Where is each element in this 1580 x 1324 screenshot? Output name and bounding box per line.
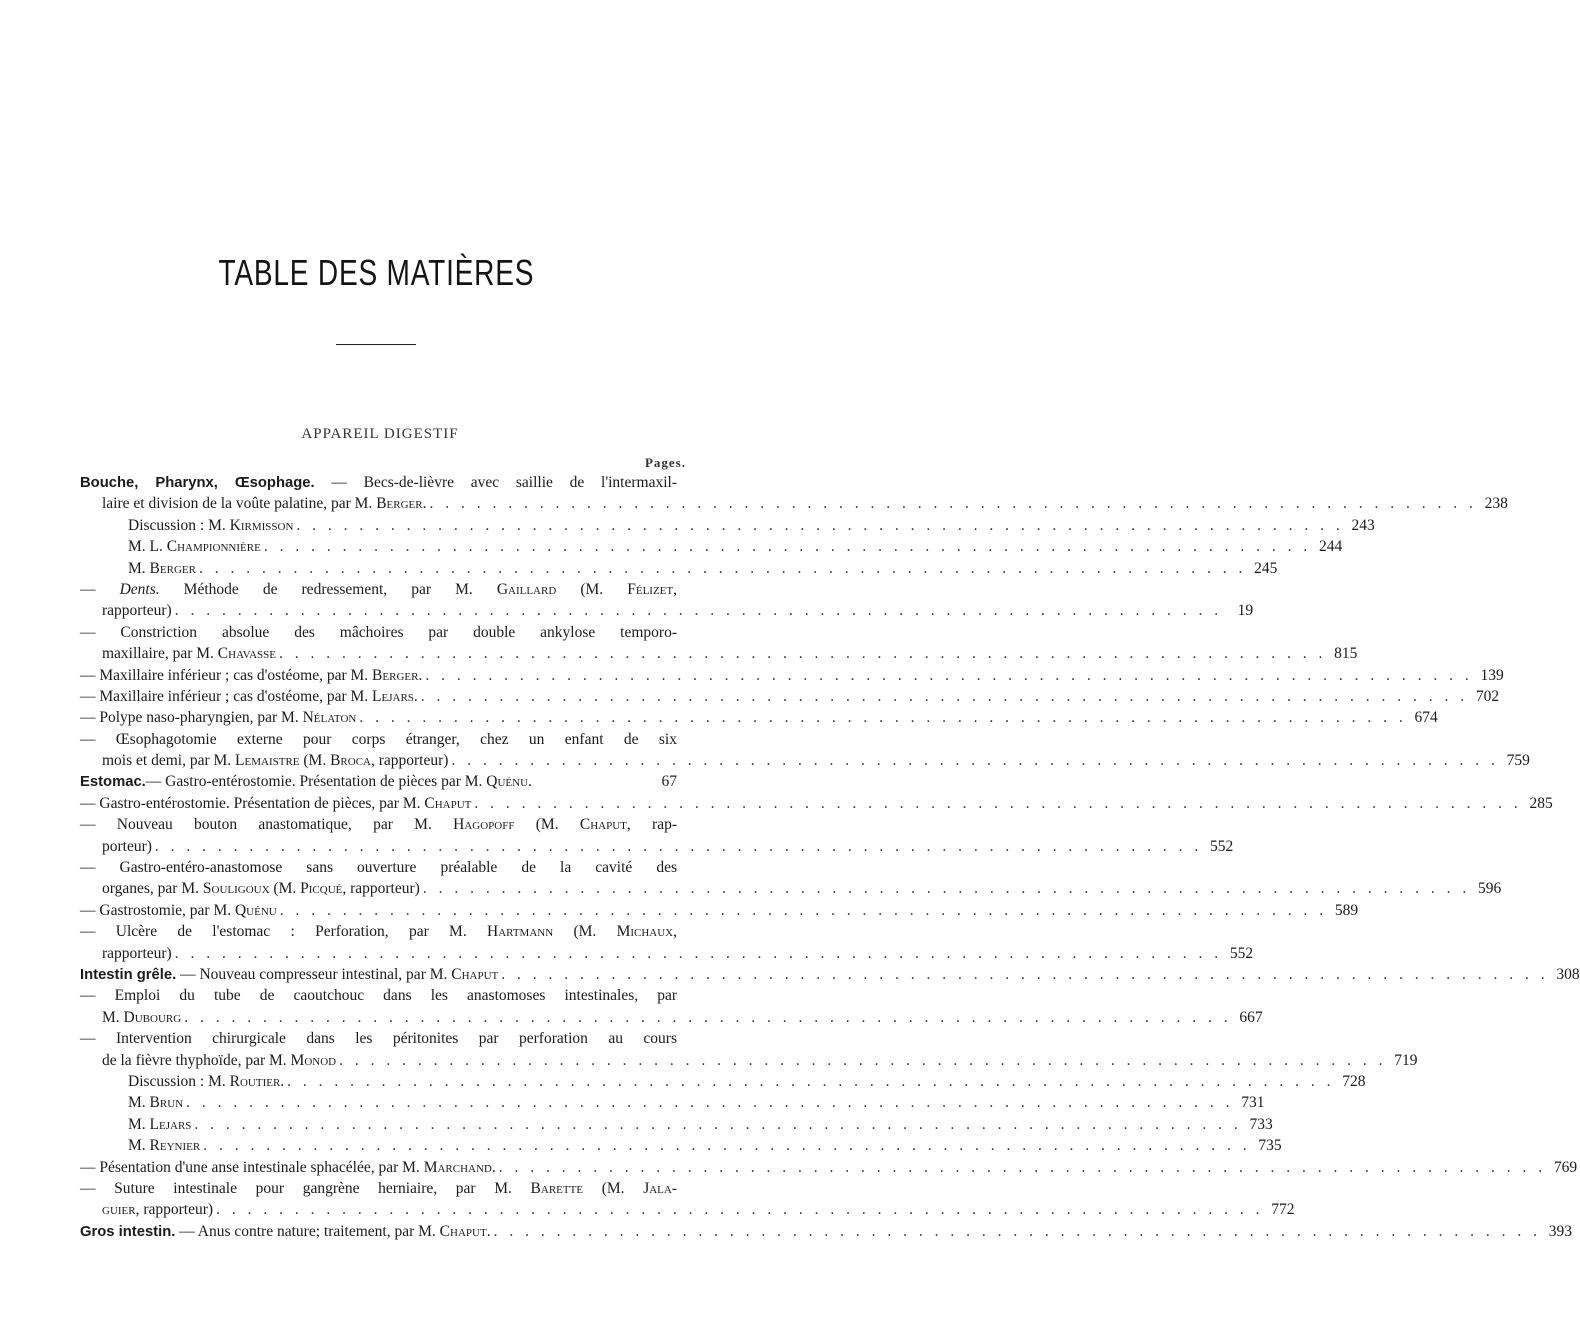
title-divider [336,344,416,345]
toc-text: (M. [553,923,617,941]
toc-entry-line [80,686,1500,707]
author-name: Félizet [627,580,674,598]
page-number: 674 [1414,709,1438,727]
toc-entry-line [80,1199,1295,1220]
toc-text: . [413,687,418,705]
toc-entry-line [80,515,1375,536]
author-name: Chaput [451,965,499,983]
toc-entry-line [80,600,1254,621]
page-number: 733 [1249,1115,1273,1133]
author-name: Hartmann [487,923,554,941]
toc-entry-text [80,686,418,707]
toc-entry-text [128,515,293,536]
author-name: Quénu [234,901,277,919]
author-name: Quénu [486,773,529,791]
toc-entry-line [80,943,1254,964]
toc-entry-text [80,814,677,835]
toc-text: rapporteur) [102,602,172,620]
author-name: Chaput [439,1222,487,1240]
dot-leader [471,793,1524,814]
toc-text: , rapporteur) [370,752,449,770]
toc-entry-text [80,964,498,985]
toc-entry-text [102,1199,213,1220]
toc-text: — Polype naso-pharyngien, par M. [80,709,303,727]
page-number: 393 [1548,1222,1572,1240]
dot-leader [191,1114,1244,1135]
page-number: 67 [661,773,677,791]
toc-entry-text [102,878,420,899]
toc-entry-text [128,558,196,579]
author-name: Reynier [149,1137,201,1155]
section-heading: APPAREIL DIGESTIF [301,426,459,442]
page-number: 815 [1334,645,1358,663]
toc-text: — Nouveau bouton anastomatique, par M. [80,816,454,834]
toc-entry-text [102,643,276,664]
toc-entry-text [80,985,677,1006]
toc-entry-line [80,1221,1572,1242]
toc-entry-line [80,814,677,835]
author-name: Berger [372,666,419,684]
toc-text: laire et division de la voûte palatine, par M. [102,495,377,513]
dot-leader [181,1007,1234,1028]
dot-leader [172,600,1225,621]
toc-text: M. L. [128,538,167,556]
toc-entry-text [80,1028,677,1049]
toc-text: organes, par M. [102,880,203,898]
toc-text: M. [128,1137,150,1155]
page-number: 244 [1318,538,1343,556]
author-name: Barette [530,1179,584,1197]
toc-entry-text [80,1221,491,1242]
toc-entry-line [80,900,1359,921]
toc-text: Dents. [119,580,160,598]
page-number: 596 [1477,880,1502,898]
toc-text: de la fièvre thyphoïde, par M. [102,1051,291,1069]
author-name: Berger [376,495,423,513]
toc-text: , rapporteur) [342,880,420,898]
author-name: Championnière [166,538,261,556]
author-name: Monod [290,1051,337,1069]
toc-heading: Estomac. [80,774,146,791]
dot-leader [498,964,1551,985]
toc-entry-line [80,665,1504,686]
author-name: Nélaton [302,709,357,727]
toc-text: — Suture intestinale pour gangrène herniaire, par M. [80,1179,531,1197]
page-title: TABLE DES MATIÈRES [218,252,535,293]
toc-text: Méthode de redressement, par M. [159,580,497,598]
toc-entry-line [80,750,1530,771]
author-name: Chaput [424,794,472,812]
toc-text: Discussion : M. [128,1072,230,1090]
toc-entry-line [80,729,677,750]
toc-text: M. [128,1115,150,1133]
toc-entry-line [80,1007,1263,1028]
author-name: Berger [149,559,196,577]
toc-text: — Gastro-entéro-anastomose sans ouverture préalable de la cavité des [80,859,677,877]
page-number: 702 [1475,687,1500,705]
dot-leader [277,900,1330,921]
toc-entry-text [80,1178,677,1199]
toc-entry-text [102,836,152,857]
toc-entry-text [128,1071,284,1092]
toc-text: — [80,580,120,598]
author-name: guier [102,1201,136,1219]
author-name: Lemaistre [235,752,300,770]
dot-leader [420,878,1473,899]
toc-text: M. [128,1094,150,1112]
page-number: 728 [1342,1072,1366,1090]
page-number: 245 [1254,559,1278,577]
toc-entry-text [102,493,426,514]
toc-entry-text [80,1157,496,1178]
toc-text: . [528,773,532,791]
toc-text: , [673,923,677,941]
toc-text: , rapporteur) [135,1201,214,1219]
toc-entry-text [80,729,677,750]
toc-entry-text [102,1050,336,1071]
toc-text: . [486,1222,491,1240]
toc-text: , rap- [626,816,677,834]
table-of-contents [80,472,1580,1242]
toc-entry-line [80,836,1234,857]
author-name: Picqué [300,880,343,898]
page-number: 139 [1480,666,1504,684]
dot-leader [213,1199,1266,1220]
toc-text: . [418,666,423,684]
toc-text: (M. [556,580,628,598]
toc-entry-line [80,985,677,1006]
page-number: 285 [1529,794,1553,812]
toc-heading: Bouche, Pharynx, Œsophage. [80,475,315,491]
toc-entry-line [80,1071,1366,1092]
toc-entry-line [80,1157,1578,1178]
toc-entry-line [80,1050,1418,1071]
dot-leader [293,515,1346,536]
dot-leader [261,536,1314,557]
toc-entry-line [80,878,1502,899]
toc-entry-line [80,857,677,878]
toc-entry-text [80,665,422,686]
toc-text: . [491,1158,496,1176]
author-name: Souligoux [202,880,270,898]
page-number: 759 [1506,752,1530,770]
toc-text: maxillaire, par M. [102,645,218,663]
toc-text: M. [102,1008,124,1026]
author-name: Lejars [149,1115,192,1133]
page-number: 667 [1239,1008,1263,1026]
toc-text: (M. [269,880,301,898]
toc-entry-text [102,943,172,964]
toc-entry-text [128,1135,200,1156]
toc-entry-line [80,771,677,792]
toc-heading: Gros intestin. [80,1223,176,1240]
toc-text: mois et demi, par M. [102,752,236,770]
dot-leader [426,493,1479,514]
dot-leader [196,558,1249,579]
dot-leader [276,643,1329,664]
toc-text: — Emploi du tube de caoutchouc dans les anastomoses intestinales, par [80,987,677,1005]
author-name: Michaux [616,923,674,941]
toc-entry-text [128,1092,183,1113]
toc-entry-line [80,493,1508,514]
toc-entry-text [80,771,532,792]
page-number: 772 [1271,1201,1295,1219]
author-name: Dubourg [123,1008,182,1026]
toc-text: — Œsophagotomie externe pour corps étranger, chez un enfant de six [80,730,677,748]
author-name: Gaillard [496,580,557,598]
page-number: 735 [1258,1137,1282,1155]
toc-text: — Nouveau compresseur intestinal, par M. [176,965,452,983]
page-number: 243 [1351,516,1375,534]
toc-text: — Anus contre nature; traitement, par M. [175,1222,440,1240]
toc-text: — Ulcère de l'estomac : Perforation, par M. [80,923,487,941]
toc-text: , [673,580,677,598]
toc-entry-text [80,707,356,728]
toc-entry-line [80,643,1358,664]
author-name: Brun [149,1094,184,1112]
pages-column-header: Pages. [644,455,686,470]
toc-entry-line [80,622,677,643]
dot-leader [496,1157,1549,1178]
dot-leader [200,1135,1253,1156]
toc-text: . [280,1072,285,1090]
toc-entry-line [80,921,677,942]
toc-text: Discussion : M. [128,516,230,534]
toc-text: — Becs-de-lièvre avec saillie de l'intermaxil- [314,474,677,491]
toc-entry-text [80,579,677,600]
toc-text: — Intervention chirurgicale dans les péritonites par perforation au cours [80,1030,677,1048]
toc-text: M. [128,559,150,577]
dot-leader [418,686,1471,707]
author-name: Jala- [643,1179,677,1197]
author-name: Lejars [372,687,414,705]
toc-text: — Gastro-entérostomie. Présentation de pièces par M. [145,773,487,791]
dot-leader [152,836,1205,857]
toc-entry-text [80,622,677,643]
toc-text: (M. [299,752,331,770]
page-number: 308 [1556,965,1580,983]
toc-entry-text [102,1007,181,1028]
page-number: 552 [1210,837,1234,855]
toc-entry-text [80,472,677,493]
page-number: 552 [1229,944,1254,962]
author-name: Chavasse [217,645,277,663]
author-name: Routier [229,1072,281,1090]
dot-leader [422,665,1475,686]
dot-leader [183,1092,1236,1113]
toc-entry-text [80,857,677,878]
toc-text: — Constriction absolue des mâchoires par double ankylose temporo- [80,623,677,641]
toc-entry-line [80,964,1580,985]
dot-leader [448,750,1501,771]
page-number: 589 [1334,901,1359,919]
toc-entry-text [102,750,448,771]
toc-text: (M. [514,816,580,834]
toc-text: . [422,495,427,513]
toc-heading: Intestin grêle. [80,966,177,983]
dot-leader [491,1221,1544,1242]
page-number: 19 [1237,602,1254,620]
toc-text: rapporteur) [102,944,172,962]
toc-entry-line [80,558,1278,579]
toc-entry-line [80,536,1343,557]
toc-entry-line [80,1135,1282,1156]
toc-text: — Pésentation d'une anse intestinale sphacélée, par M. [80,1158,424,1176]
toc-text: (M. [583,1179,644,1197]
dot-leader [284,1071,1337,1092]
toc-entry-line [80,472,677,493]
toc-text: — Gastro-entérostomie. Présentation de pièces, par M. [80,794,425,812]
dot-leader [356,707,1409,728]
toc-entry-text [80,921,677,942]
page-number: 731 [1241,1094,1265,1112]
page-number: 719 [1394,1051,1418,1069]
toc-entry-text [102,600,172,621]
author-name: Hagopoff [453,816,515,834]
toc-entry-line [80,1092,1265,1113]
dot-leader [336,1050,1389,1071]
page-number: 238 [1484,495,1508,513]
author-name: Marchand [423,1158,492,1176]
toc-entry-line [80,707,1438,728]
toc-entry-text [80,793,471,814]
toc-entry-line [80,1114,1273,1135]
toc-entry-line [80,579,677,600]
toc-entry-line [80,1028,677,1049]
page-number: 769 [1553,1158,1578,1176]
toc-entry-line [80,1178,677,1199]
author-name: Kirmisson [229,516,294,534]
toc-text: — Gastrostomie, par M. [80,901,235,919]
dot-leader [172,943,1225,964]
toc-entry-text [128,1114,191,1135]
toc-entry-text [128,536,261,557]
author-name: Chaput [579,816,627,834]
toc-text: — Maxillaire inférieur ; cas d'ostéome, par M. [80,687,373,705]
toc-text: — Maxillaire inférieur ; cas d'ostéome, par M. [80,666,373,684]
toc-entry-line [80,793,1553,814]
toc-text: porteur) [102,837,152,855]
toc-entry-text [80,900,277,921]
author-name: Broca [330,752,371,770]
